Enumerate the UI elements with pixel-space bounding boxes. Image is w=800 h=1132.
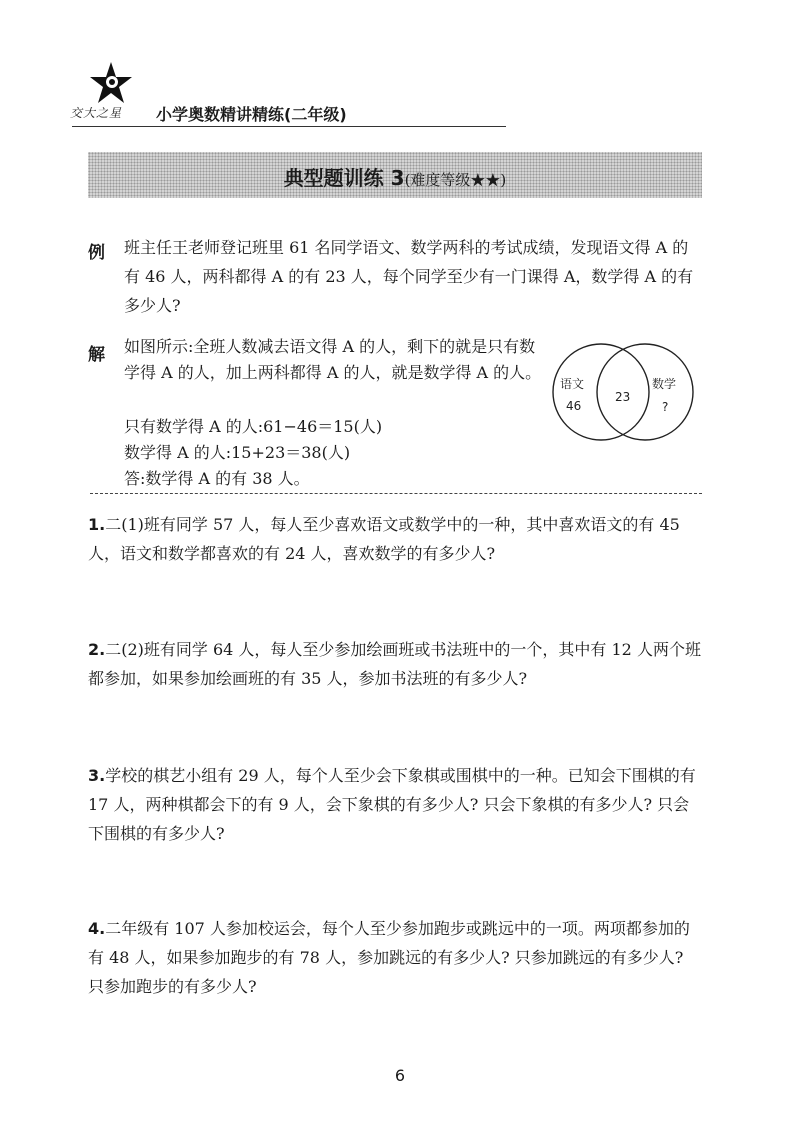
header-divider	[72, 126, 506, 127]
venn-right-label: 数学	[652, 377, 677, 391]
question-text: 二年级有 107 人参加校运会，每个人至少参加跑步或跳远中的一项。两项都参加的有 48 人，如果参加跑步的有 78 人，参加跳远的有多少人? 只参加跳远的有多少人? 只参加跑步的有多少人?	[88, 919, 690, 996]
question-text: 二(2)班有同学 64 人，每人至少参加绘画班或书法班中的一个，其中有 12 人两个班都参加，如果参加绘画班的有 35 人，参加书法班的有多少人?	[88, 640, 701, 688]
venn-diagram	[548, 340, 698, 444]
section-divider	[90, 493, 702, 494]
question-number: 4.	[88, 919, 106, 938]
section-banner	[88, 152, 702, 198]
venn-circle-math	[597, 344, 693, 440]
page-number: 6	[394, 1066, 406, 1085]
question-text: 学校的棋艺小组有 29 人，每个人至少会下象棋或围棋中的一种。已知会下围棋的有 17 人，两种棋都会下的有 9 人，会下象棋的有多少人? 只会下象棋的有多少人? 只会下围棋的有多少人?	[88, 766, 696, 843]
section-title-main: 典型题训练 3	[283, 166, 405, 190]
solution-step-2: 数学得 A 的人:15+23＝38(人)	[124, 443, 351, 462]
example-tag: 例	[88, 243, 105, 263]
venn-center-value: 23	[615, 390, 631, 404]
solution-tag: 解	[88, 345, 105, 365]
logo	[70, 60, 160, 122]
venn-left-label: 语文	[560, 377, 585, 391]
question-number: 3.	[88, 766, 106, 785]
difficulty-label: (难度等级★★)	[404, 171, 507, 189]
star-logo-icon	[88, 60, 134, 106]
venn-left-value: 46	[566, 399, 582, 413]
example-text: 班主任王老师登记班里 61 名同学语文、数学两科的考试成绩，发现语文得 A 的有 46 人，两科都得 A 的有 23 人，每个同学至少有一门课得 A，数学得 A 的有多少人?	[124, 238, 694, 315]
section-title	[88, 162, 702, 191]
question-number: 1.	[88, 515, 106, 534]
solution-answer: 答:数学得 A 的有 38 人。	[124, 469, 310, 488]
book-title: 小学奥数精讲精练(二年级)	[156, 105, 347, 124]
question-number: 2.	[88, 640, 106, 659]
logo-text: 交大之星	[70, 106, 123, 120]
venn-circle-chinese	[553, 344, 649, 440]
solution-step-1: 只有数学得 A 的人:61−46＝15(人)	[124, 417, 383, 436]
question-text: 二(1)班有同学 57 人，每人至少喜欢语文或数学中的一种，其中喜欢语文的有 45 人，语文和数学都喜欢的有 24 人，喜欢数学的有多少人?	[88, 515, 680, 563]
venn-right-value: ?	[662, 400, 669, 414]
solution-intro: 如图所示:全班人数减去语文得 A 的人，剩下的就是只有数学得 A 的人，加上两科都得 A 的人，就是数学得 A 的人。	[124, 337, 542, 382]
